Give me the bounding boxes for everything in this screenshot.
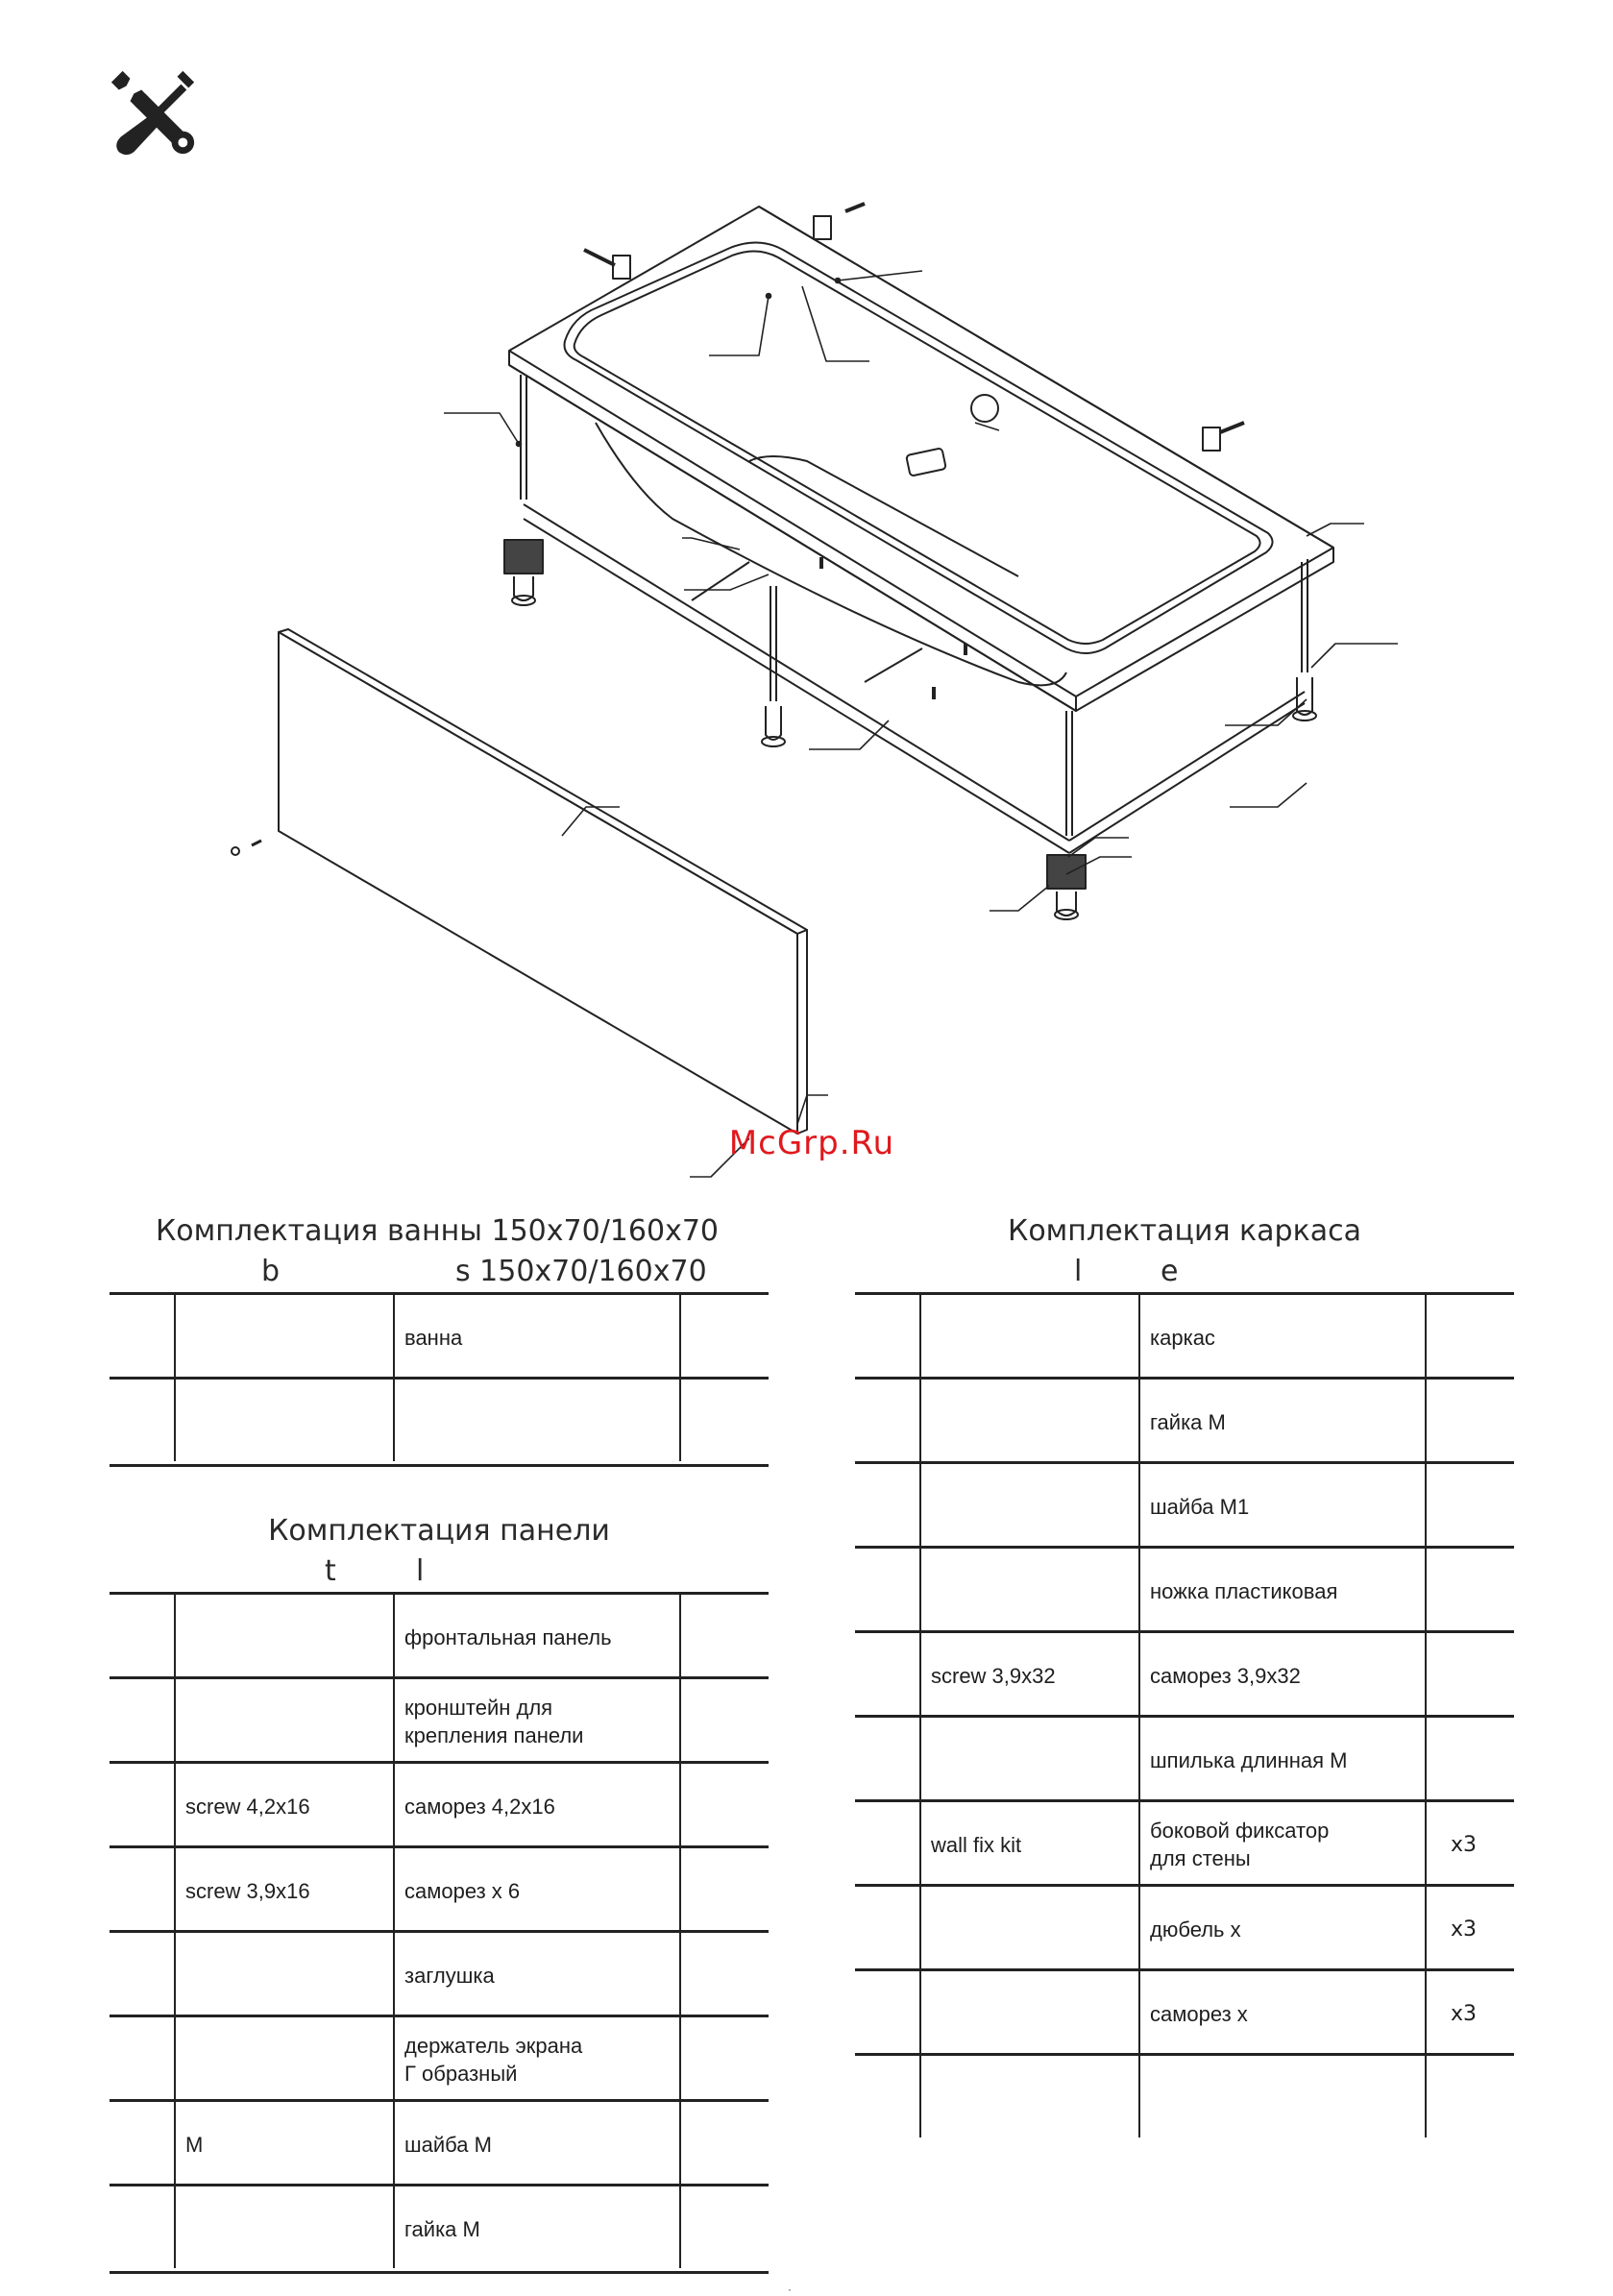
- frame-table-sub-right: e: [1161, 1255, 1179, 1288]
- table-row: [110, 1761, 769, 1848]
- row-number: [110, 1295, 175, 1380]
- quantity: x3: [1451, 1917, 1478, 1942]
- part-name: кронштейн для крепления панели: [404, 1696, 584, 1747]
- row-number: [110, 1595, 175, 1679]
- front-panel: [232, 629, 807, 1134]
- part-name: [394, 1380, 680, 1464]
- quantity: x3: [1451, 1832, 1478, 1857]
- row-number: [855, 1295, 920, 1380]
- table-row: [855, 1292, 1514, 1380]
- frame-table-sub-left: l: [1074, 1255, 1083, 1288]
- part-code: [175, 2186, 394, 2271]
- bath-table-sub-right: s 150x70/160x70: [455, 1255, 707, 1288]
- row-number: [855, 1464, 920, 1549]
- column-divider: [1138, 1292, 1140, 2137]
- part-name: ванна: [404, 1325, 463, 1350]
- table-row: [855, 1715, 1514, 1802]
- part-code: [920, 1464, 1139, 1549]
- part-name: каркас: [1150, 1325, 1215, 1350]
- row-number: [110, 1679, 175, 1764]
- row-number: [855, 1380, 920, 1464]
- watermark: McGrp.Ru: [728, 1124, 895, 1162]
- table-row: [110, 1845, 769, 1933]
- row-number: [855, 2056, 920, 2140]
- table-row: [855, 1546, 1514, 1633]
- column-divider: [679, 1592, 681, 2268]
- part-code: [175, 1933, 394, 2017]
- part-code: [175, 1295, 394, 1380]
- quantity: [1426, 1633, 1514, 1718]
- quantity: [680, 1764, 769, 1848]
- quantity: [1426, 2056, 1514, 2140]
- row-number: [855, 1971, 920, 2056]
- column-divider: [679, 1292, 681, 1461]
- bath-table-sub-left: b: [261, 1255, 281, 1288]
- bathtub-assembly-diagram: [0, 173, 1613, 1191]
- row-number: [110, 2017, 175, 2102]
- part-code: [175, 2017, 394, 2102]
- quantity: [680, 1380, 769, 1464]
- bathtub: [509, 207, 1333, 711]
- table-row: [110, 1676, 769, 1764]
- quantity: [680, 1679, 769, 1764]
- table-row: [110, 2099, 769, 2186]
- part-name: шпилька длинная M: [1150, 1747, 1348, 1772]
- quantity: [680, 1848, 769, 1933]
- quantity: [1426, 1464, 1514, 1549]
- table-row: [110, 1292, 769, 1380]
- part-code: [920, 1887, 1139, 1971]
- table-row: [855, 1630, 1514, 1718]
- table-row: [110, 2015, 769, 2102]
- row-number: [110, 1848, 175, 1933]
- part-code: [175, 1679, 394, 1764]
- table-row: [110, 2184, 769, 2274]
- table-row: [855, 2053, 1514, 2140]
- column-divider: [1425, 1292, 1427, 2137]
- part-name: саморез x: [1150, 2001, 1248, 2026]
- column-divider: [174, 1592, 176, 2268]
- row-number: [855, 1887, 920, 1971]
- part-code: [175, 1595, 394, 1679]
- part-code: screw 3,9x32: [931, 1663, 1056, 1688]
- part-code: [920, 1971, 1139, 2056]
- table-row: [855, 1884, 1514, 1971]
- part-code: M: [185, 2132, 204, 2157]
- page-footer-mark: ·: [788, 2283, 792, 2296]
- part-name: гайка M: [1150, 1409, 1226, 1434]
- table-row: [110, 1592, 769, 1679]
- part-code: [920, 1549, 1139, 1633]
- column-divider: [174, 1292, 176, 1461]
- quantity: [1426, 1295, 1514, 1380]
- quantity: [680, 1595, 769, 1679]
- row-number: [855, 1549, 920, 1633]
- quantity: [1426, 1718, 1514, 1802]
- part-code: screw 4,2x16: [185, 1794, 310, 1819]
- quantity: [680, 2017, 769, 2102]
- part-code: screw 3,9x16: [185, 1878, 310, 1903]
- row-number: [855, 1633, 920, 1718]
- frame-table-title: Комплектация каркаса: [1008, 1214, 1361, 1248]
- part-name: ножка пластиковая: [1150, 1578, 1338, 1603]
- table-row: [855, 1799, 1514, 1887]
- row-number: [855, 1802, 920, 1887]
- panel-table-sub-right: l: [416, 1554, 425, 1588]
- part-code: [920, 1380, 1139, 1464]
- column-divider: [393, 1592, 395, 2268]
- part-name: дюбель x: [1150, 1917, 1241, 1942]
- part-name: шайба M1: [1150, 1494, 1250, 1519]
- part-name: фронтальная панель: [404, 1624, 612, 1649]
- part-name: держатель экрана Г образный: [404, 2034, 583, 2086]
- part-code: [920, 1295, 1139, 1380]
- table-row: [110, 1377, 769, 1467]
- column-divider: [919, 1292, 921, 2137]
- quantity: [1426, 1380, 1514, 1464]
- column-divider: [393, 1292, 395, 1461]
- panel-table-sub-left: t: [325, 1554, 336, 1588]
- quantity: [680, 2186, 769, 2271]
- part-name: саморез 4,2x16: [404, 1794, 555, 1819]
- part-code: [175, 1380, 394, 1464]
- quantity: [680, 1933, 769, 2017]
- part-name: заглушка: [404, 1963, 495, 1988]
- quantity: [680, 1295, 769, 1380]
- row-number: [110, 1380, 175, 1464]
- part-name: шайба M: [404, 2132, 492, 2157]
- table-row: [855, 1377, 1514, 1464]
- row-number: [110, 1764, 175, 1848]
- bath-table-title: Комплектация ванны 150x70/160x70: [155, 1214, 719, 1248]
- panel-table-title: Комплектация панели: [268, 1514, 610, 1548]
- part-code: [920, 2056, 1139, 2140]
- quantity: [680, 2102, 769, 2186]
- row-number: [110, 2186, 175, 2271]
- part-name: [1139, 2056, 1426, 2140]
- part-code: [920, 1718, 1139, 1802]
- row-number: [110, 2102, 175, 2186]
- quantity: [1426, 1549, 1514, 1633]
- tools-icon: [106, 65, 200, 159]
- row-number: [855, 1718, 920, 1802]
- row-number: [110, 1933, 175, 2017]
- table-row: [855, 1461, 1514, 1549]
- part-name: саморез 3,9x32: [1150, 1663, 1301, 1688]
- part-name: саморез x 6: [404, 1878, 521, 1903]
- part-name: гайка M: [404, 2216, 480, 2241]
- part-name: боковой фиксатор для стены: [1150, 1819, 1330, 1870]
- quantity: x3: [1451, 2001, 1478, 2026]
- table-row: [855, 1968, 1514, 2056]
- part-code: wall fix kit: [931, 1832, 1022, 1857]
- table-row: [110, 1930, 769, 2017]
